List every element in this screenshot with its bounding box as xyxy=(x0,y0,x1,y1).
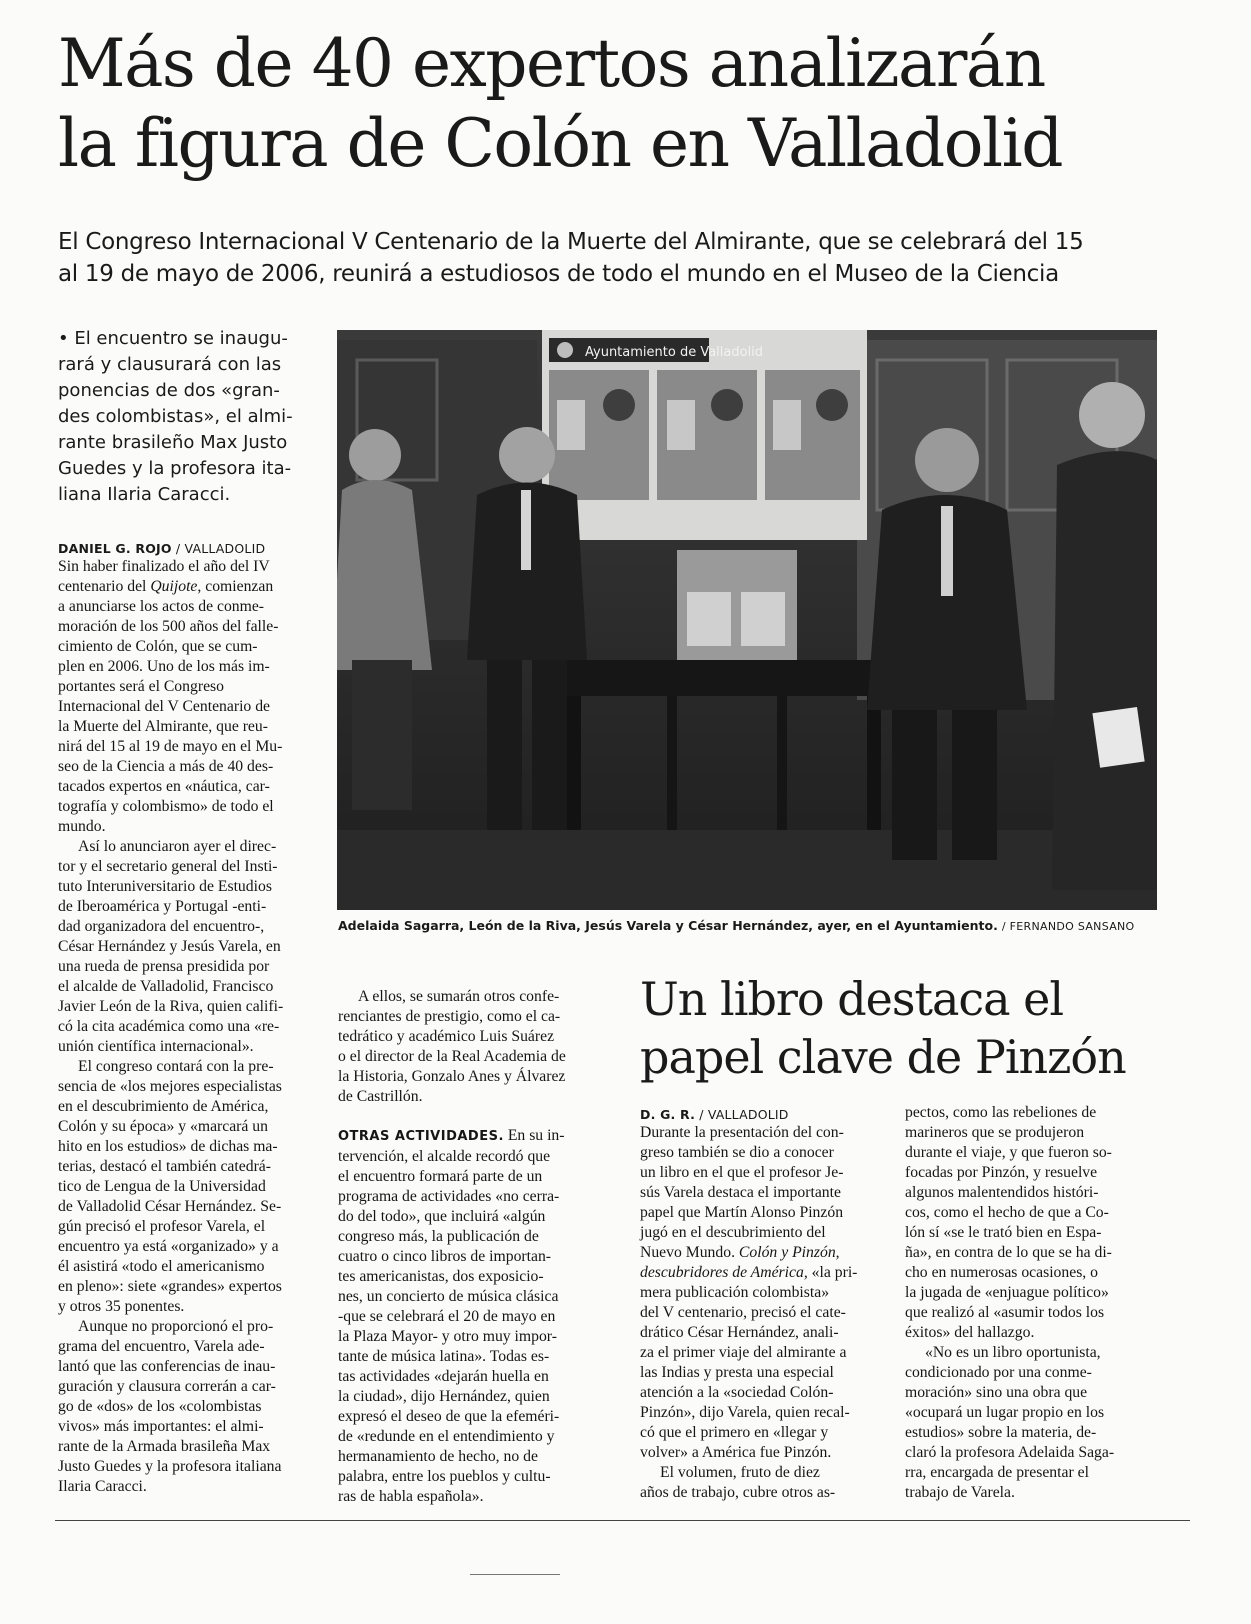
text-line: unión científica internacional». xyxy=(58,1038,254,1055)
text-line: marineros que se produjeron xyxy=(905,1124,1085,1141)
text-line: estudios» sobre la materia, de- xyxy=(905,1424,1097,1441)
caption-text: Adelaida Sagarra, León de la Riva, Jesús Varela y César Hernández, ayer, en el Ayuntamiento. xyxy=(338,918,998,933)
text-line: cos, como el hecho de que a Co- xyxy=(905,1204,1109,1221)
text-line: Pinzón», dijo Varela, quien recal- xyxy=(640,1404,850,1421)
text-line: atención a la «sociedad Colón- xyxy=(640,1384,834,1401)
bottom-mark xyxy=(470,1574,560,1575)
main-headline xyxy=(58,24,1208,184)
text-line: «ocupará un lugar propio en los xyxy=(905,1404,1105,1421)
news-photo xyxy=(337,330,1157,910)
text-line: en el descubrimiento de América, xyxy=(58,1098,269,1115)
text-line: cimiento de Colón, que se cum- xyxy=(58,638,258,655)
text-line: años de trabajo, cubre otros as- xyxy=(640,1484,836,1501)
text-line: focadas por Pinzón, y resuelve xyxy=(905,1164,1098,1181)
text-line: un libro en el que el profesor Je- xyxy=(640,1164,844,1181)
text-line: tes americanistas, dos exposicio- xyxy=(338,1268,544,1285)
text-line: jugó en el descubrimiento del xyxy=(640,1224,826,1241)
photo-caption xyxy=(338,918,1198,933)
text-line: do del todo», que incluirá «algún xyxy=(338,1208,546,1225)
text-line: lón sí «se le trató bien en Espa- xyxy=(905,1224,1102,1241)
text-line: hito en los estudios» de dichas ma- xyxy=(58,1138,278,1155)
text-line: tacados expertos en «náutica, car- xyxy=(58,778,270,795)
text-line: una rueda de prensa presidida por xyxy=(58,958,270,975)
article-column-2 xyxy=(338,987,600,1107)
text-line: lantó que las conferencias de inau- xyxy=(58,1358,276,1375)
text-line: o el director de la Real Academia de xyxy=(338,1048,566,1065)
text-line: grama del encuentro, Varela ade- xyxy=(58,1338,265,1355)
text-line: las Indias y presta una especial xyxy=(640,1364,834,1381)
text-line: rante de la Armada brasileña Max xyxy=(58,1438,271,1455)
subheadline xyxy=(58,226,1198,290)
book-title: Colón y Pinzón, xyxy=(738,1244,840,1261)
text-line: centenario del Quijote, comienzan xyxy=(58,578,274,595)
text-line: có la cita académica como una «re- xyxy=(58,1018,280,1035)
summary-line: Guedes y la profesora ita- xyxy=(58,458,292,479)
text-line: hermanamiento de hecho, no de xyxy=(338,1448,538,1465)
text-line: ña», en contra de lo que se ha di- xyxy=(905,1244,1112,1261)
text-line: de Castrillón. xyxy=(338,1088,423,1105)
text-line: drático César Hernández, anali- xyxy=(640,1324,839,1341)
text-line: ras de habla española». xyxy=(338,1488,484,1505)
text-line: moración de los 500 años del falle- xyxy=(58,618,279,635)
text-line: expresó el deseo de que la efeméri- xyxy=(338,1408,560,1425)
text-line: la Historia, Gonzalo Anes y Álvarez xyxy=(338,1068,566,1085)
text-line xyxy=(338,1126,600,1147)
summary-line: ponencias de dos «gran- xyxy=(58,380,280,401)
article-column-1 xyxy=(58,557,320,1497)
text-line: tervención, el alcalde recordó que xyxy=(338,1148,551,1165)
text-line: mundo. xyxy=(58,818,106,835)
text-line: de «redunde en el entendimiento y xyxy=(338,1428,555,1445)
headline2-line-1: Un libro destaca el xyxy=(640,972,1064,1026)
text-line: tografía y colombismo» de todo el xyxy=(58,798,274,815)
text-line: dad organizadora del encuentro-, xyxy=(58,918,265,935)
text-line: Así lo anunciaron ayer el direc- xyxy=(78,838,277,855)
section-subtitle: OTRAS ACTIVIDADES. xyxy=(338,1129,504,1144)
text-line: sús Varela destaca el importante xyxy=(640,1184,841,1201)
summary-line: liana Ilaria Caracci. xyxy=(58,484,231,505)
summary-line: rante brasileño Max Justo xyxy=(58,432,288,453)
text-line: a anunciarse los actos de conme- xyxy=(58,598,265,615)
text-line: rra, encargada de presentar el xyxy=(905,1464,1089,1481)
text-line: Ilaria Caracci. xyxy=(58,1478,147,1495)
text-line: Justo Guedes y la profesora italiana xyxy=(58,1458,282,1475)
text-line: descubridores de América, «la pri- xyxy=(640,1264,858,1281)
book-title-cont: descubridores de América, xyxy=(640,1264,808,1281)
quijote-title: Quijote xyxy=(150,578,198,595)
text-line: claró la profesora Adelaida Saga- xyxy=(905,1444,1115,1461)
text-line: Durante la presentación del con- xyxy=(640,1124,844,1141)
text-line: Sin haber finalizado el año del IV xyxy=(58,558,270,575)
text-line: trabajo de Varela. xyxy=(905,1484,1015,1501)
byline-main xyxy=(58,541,265,556)
secondary-headline xyxy=(640,970,1200,1086)
byline-location: / VALLADOLID xyxy=(175,541,266,556)
text-line: nirá del 15 al 19 de mayo en el Mu- xyxy=(58,738,283,755)
text-line: programa de actividades «no cerra- xyxy=(338,1188,560,1205)
text-line: que realizó al «asumir todos los xyxy=(905,1304,1105,1321)
text-line: durante el viaje, y que fueron so- xyxy=(905,1144,1112,1161)
text-line: greso también se dio a conocer xyxy=(640,1144,834,1161)
text-line: cho en numerosas ocasiones, o xyxy=(905,1264,1098,1281)
text-line: él asistirá «todo el americanismo xyxy=(58,1258,265,1275)
text-line: El volumen, fruto de diez xyxy=(660,1464,820,1481)
text-line: tedrático y académico Luis Suárez xyxy=(338,1028,555,1045)
text-line: tas actividades «dejarán huella en xyxy=(338,1368,549,1385)
text-line: mera publicación colombista» xyxy=(640,1284,830,1301)
text-line: papel que Martín Alonso Pinzón xyxy=(640,1204,844,1221)
table xyxy=(552,660,897,696)
bottom-rule xyxy=(55,1520,1190,1521)
byline-author: D. G. R. xyxy=(640,1107,696,1122)
text-line: go de «dos» de los «colombistas xyxy=(58,1398,262,1415)
byline-author: DANIEL G. ROJO xyxy=(58,541,172,556)
article-column-2b xyxy=(338,1126,600,1507)
text-line: renciantes de prestigio, como el ca- xyxy=(338,1008,561,1025)
article-column-4 xyxy=(905,1103,1161,1503)
text-line: encuentro ya está «organizado» y a xyxy=(58,1238,279,1255)
text-line: la Muerte del Almirante, que reu- xyxy=(58,718,268,735)
text-line: la jugada de «enjuague político» xyxy=(905,1284,1109,1301)
text-line: tico de Lengua de la Universidad xyxy=(58,1178,266,1195)
text-line: nes, un concierto de música clásica xyxy=(338,1288,559,1305)
text-line: en pleno»: siete «grandes» expertos xyxy=(58,1278,282,1295)
text-line: tor y el secretario general del Insti- xyxy=(58,858,278,875)
text-line: guración y clausura correrán a car- xyxy=(58,1378,276,1395)
text-line: el encuentro formará parte de un xyxy=(338,1168,543,1185)
text-line: de Iberoamérica y Portugal -enti- xyxy=(58,898,267,915)
headline2-line-2: papel clave de Pinzón xyxy=(640,1030,1126,1084)
text-line: za el primer viaje del almirante a xyxy=(640,1344,847,1361)
summary-highlight xyxy=(58,326,320,508)
text-line: plen en 2006. Uno de los más im- xyxy=(58,658,270,675)
photo-illustration xyxy=(337,330,1157,910)
text-line: César Hernández y Jesús Varela, en xyxy=(58,938,281,955)
text-line: vivos» más importantes: el almi- xyxy=(58,1418,264,1435)
text-line: palabra, entre los pueblos y cultu- xyxy=(338,1468,551,1485)
text-line: volver» a América fue Pinzón. xyxy=(640,1444,832,1461)
summary-line: rará y clausurará con las xyxy=(58,354,282,375)
text-line: la ciudad», dijo Hernández, quien xyxy=(338,1388,550,1405)
text-line: Javier León de la Riva, quien califi- xyxy=(58,998,284,1015)
text-line: tuto Interuniversitario de Estudios xyxy=(58,878,272,895)
photo-credit: / FERNANDO SANSANO xyxy=(1001,920,1135,933)
text-line: sencia de «los mejores especialistas xyxy=(58,1078,282,1095)
text-line: A ellos, se sumarán otros confe- xyxy=(358,988,560,1005)
text-line: éxitos» del hallazgo. xyxy=(905,1324,1035,1341)
text-line: el alcalde de Valladolid, Francisco xyxy=(58,978,274,995)
text-line: de Valladolid César Hernández. Se- xyxy=(58,1198,282,1215)
text-line: la Plaza Mayor- y otro muy impor- xyxy=(338,1328,557,1345)
text-line: terias, destacó el también catedrá- xyxy=(58,1158,271,1175)
text-line: Nuevo Mundo. Colón y Pinzón, xyxy=(640,1244,840,1261)
summary-line: • El encuentro se inaugu- xyxy=(58,328,288,349)
text-line: congreso más, la publicación de xyxy=(338,1228,539,1245)
text-line: -que se celebrará el 20 de mayo en xyxy=(338,1308,556,1325)
text-line: tante de música latina». Todas es- xyxy=(338,1348,550,1365)
text-line: pectos, como las rebeliones de xyxy=(905,1104,1097,1121)
headline-line-2: la figura de Colón en Valladolid xyxy=(58,105,1062,182)
text-line: seo de la Ciencia a más de 40 des- xyxy=(58,758,274,775)
byline-secondary xyxy=(640,1107,789,1122)
headline-line-1: Más de 40 expertos analizarán xyxy=(58,25,1045,102)
text-line: El congreso contará con la pre- xyxy=(78,1058,274,1075)
text-line: «No es un libro oportunista, xyxy=(925,1344,1101,1361)
text-line: moración» sino una obra que xyxy=(905,1384,1088,1401)
text-line: Internacional del V Centenario de xyxy=(58,698,270,715)
article-column-3 xyxy=(640,1123,896,1503)
text-line: algunos malentendidos históri- xyxy=(905,1184,1099,1201)
text-line: Colón y su época» y «marcará un xyxy=(58,1118,268,1135)
text-line: gún precisó el profesor Varela, el xyxy=(58,1218,266,1235)
text-line: Aunque no proporcionó el pro- xyxy=(78,1318,274,1335)
board-sign-text: Ayuntamiento de Valladolid xyxy=(585,345,764,360)
text-line: cuatro o cinco libros de importan- xyxy=(338,1248,552,1265)
text-line: condicionado por una conme- xyxy=(905,1364,1092,1381)
text-line: có que el primero en «llegar y xyxy=(640,1424,829,1441)
text-line: del V centenario, precisó el cate- xyxy=(640,1304,846,1321)
text-line: portantes será el Congreso xyxy=(58,678,224,695)
summary-line: des colombistas», el almi- xyxy=(58,406,293,427)
text-line: y otros 35 ponentes. xyxy=(58,1298,185,1315)
byline-location: / VALLADOLID xyxy=(699,1107,789,1122)
text-fragment: En su in- xyxy=(503,1127,565,1144)
subhead-line-2: al 19 de mayo de 2006, reunirá a estudiosos de todo el mundo en el Museo de la Ciencia xyxy=(58,261,1059,287)
subhead-line-1: El Congreso Internacional V Centenario de la Muerte del Almirante, que se celebrará del 15 xyxy=(58,229,1084,255)
